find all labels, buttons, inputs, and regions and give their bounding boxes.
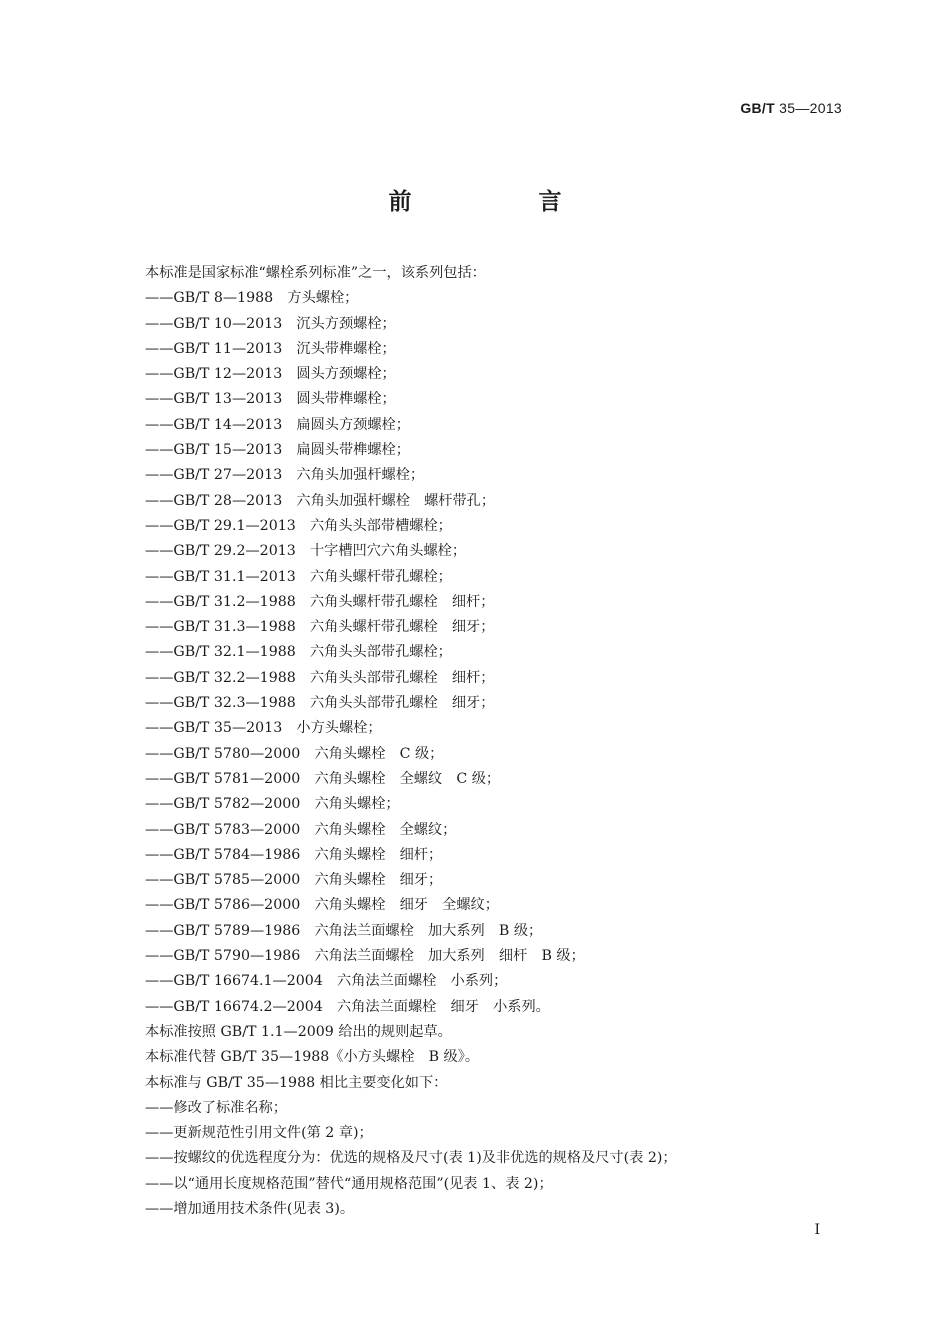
standard-number: 35—2013 [779, 100, 842, 116]
document-line: 本标准与 GB/T 35—1988 相比主要变化如下： [145, 1074, 448, 1091]
document-body [145, 261, 845, 1222]
document-line: 本标准代替 GB/T 35—1988《小方头螺栓 B 级》。 [145, 1049, 480, 1066]
document-line: ——按螺纹的优选程度分为：优选的规格及尺寸(表 1)及非优选的规格及尺寸(表 2)； [145, 1150, 677, 1167]
standard-code: GB/T [740, 100, 775, 116]
document-line: ——GB/T 32.1—1988 六角头头部带孔螺栓； [145, 644, 452, 661]
document-line: ——更新规范性引用文件(第 2 章)； [145, 1125, 373, 1142]
document-line: ——GB/T 13—2013 圆头带榫螺栓； [145, 391, 396, 408]
document-line: ——GB/T 35—2013 小方头螺栓； [145, 720, 382, 737]
document-line: ——GB/T 31.2—1988 六角头螺杆带孔螺栓 细杆； [145, 593, 495, 610]
document-line: ——增加通用技术条件(见表 3)。 [145, 1200, 355, 1217]
document-line: ——GB/T 32.2—1988 六角头头部带孔螺栓 细杆； [145, 669, 495, 686]
document-line: ——GB/T 31.1—2013 六角头螺杆带孔螺栓； [145, 568, 452, 585]
document-line: ——修改了标准名称； [145, 1099, 287, 1116]
document-line: ——GB/T 27—2013 六角头加强杆螺栓； [145, 467, 425, 484]
document-line: ——GB/T 10—2013 沉头方颈螺栓； [145, 315, 396, 332]
document-line: ——GB/T 14—2013 扁圆头方颈螺栓； [145, 416, 410, 433]
standard-code-header [740, 100, 842, 116]
document-line: ——GB/T 15—2013 扁圆头带榫螺栓； [145, 442, 410, 459]
page-title: 前 言 [388, 189, 614, 215]
document-line: ——GB/T 29.2—2013 十字槽凹穴六角头螺栓； [145, 543, 467, 560]
document-line: ——GB/T 5782—2000 六角头螺栓； [145, 796, 400, 813]
document-line: ——GB/T 8—1988 方头螺栓； [145, 290, 359, 307]
document-line: ——GB/T 5785—2000 六角头螺栓 细牙； [145, 872, 443, 889]
document-line: 本标准是国家标准“螺栓系列标准”之一，该系列包括： [145, 265, 486, 281]
document-line: ——GB/T 31.3—1988 六角头螺杆带孔螺栓 细牙； [145, 619, 495, 636]
document-line: ——GB/T 29.1—2013 六角头头部带槽螺栓； [145, 517, 452, 534]
document-line: ——GB/T 16674.2—2004 六角法兰面螺栓 细牙 小系列。 [145, 998, 550, 1015]
document-line: ——GB/T 12—2013 圆头方颈螺栓； [145, 366, 396, 383]
document-line: ——GB/T 32.3—1988 六角头头部带孔螺栓 细牙； [145, 695, 495, 712]
document-line: ——以“通用长度规格范围”替代“通用规格范围”(见表 1、表 2)； [145, 1175, 553, 1192]
page-number: I [814, 1222, 820, 1238]
document-line: ——GB/T 5790—1986 六角法兰面螺栓 加大系列 细杆 B 级； [145, 948, 585, 965]
document-line: ——GB/T 5786—2000 六角头螺栓 细牙 全螺纹； [145, 897, 499, 914]
document-line: ——GB/T 5784—1986 六角头螺栓 细杆； [145, 846, 443, 863]
document-line: ——GB/T 5780—2000 六角头螺栓 C 级； [145, 745, 444, 762]
document-line: ——GB/T 11—2013 沉头带榫螺栓； [145, 340, 396, 357]
document-line: 本标准按照 GB/T 1.1—2009 给出的规则起草。 [145, 1023, 452, 1040]
document-line: ——GB/T 5781—2000 六角头螺栓 全螺纹 C 级； [145, 770, 501, 787]
document-line: ——GB/T 5789—1986 六角法兰面螺栓 加大系列 B 级； [145, 922, 543, 939]
document-line: ——GB/T 16674.1—2004 六角法兰面螺栓 小系列； [145, 973, 508, 990]
document-line: ——GB/T 28—2013 六角头加强杆螺栓 螺杆带孔； [145, 492, 496, 509]
document-line: ——GB/T 5783—2000 六角头螺栓 全螺纹； [145, 821, 457, 838]
